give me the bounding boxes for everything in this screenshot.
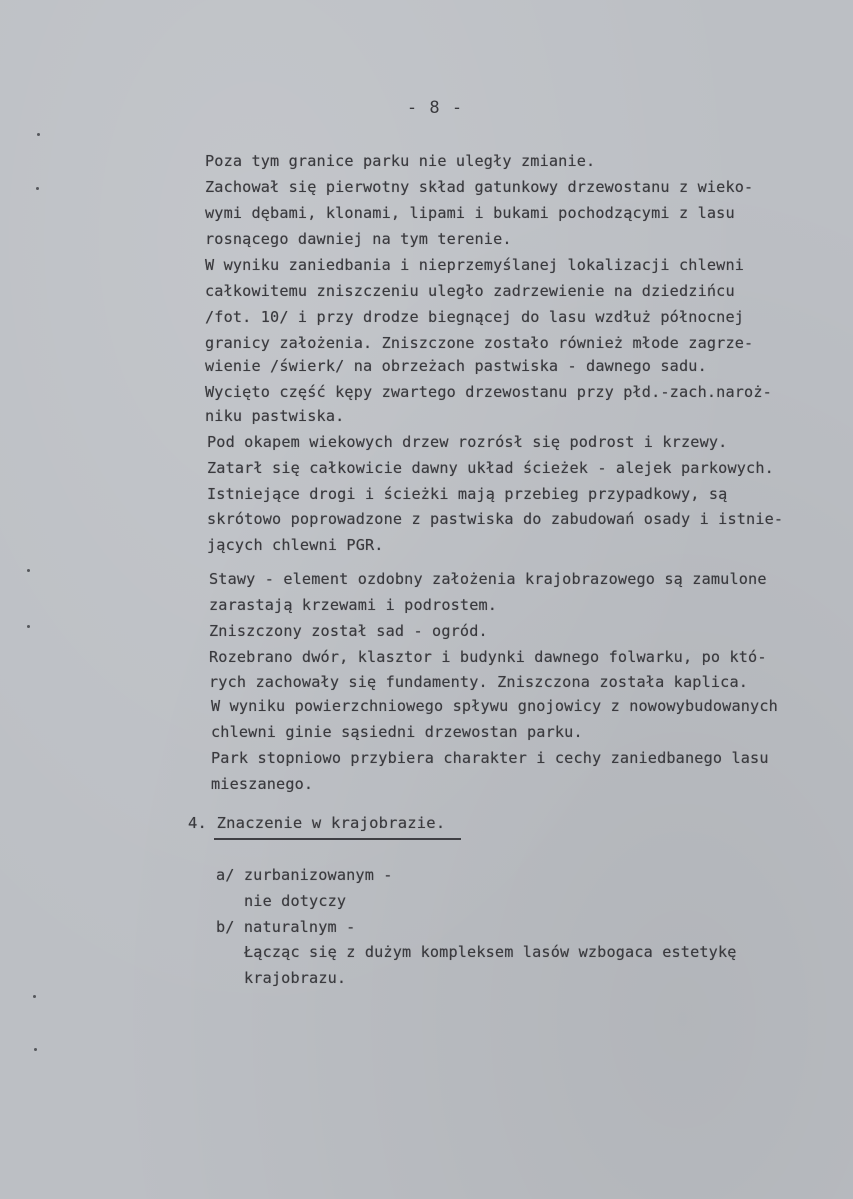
text-line: Zniszczony został sad - ogród. [209, 622, 488, 640]
paper-speck [37, 133, 40, 136]
text-line: chlewni ginie sąsiedni drzewostan parku. [211, 723, 583, 741]
text-line: niku pastwiska. [205, 407, 345, 425]
heading-underline [214, 838, 461, 840]
section-heading: 4. Znaczenie w krajobrazie. [188, 814, 446, 832]
list-item-label: b/ naturalnym - [216, 918, 356, 936]
page-number: - 8 - [406, 98, 464, 118]
text-line: jących chlewni PGR. [207, 536, 384, 554]
text-line: skrótowo poprowadzone z pastwiska do zabudowań osady i istnie- [207, 510, 784, 528]
text-line: W wyniku powierzchniowego spływu gnojowicy z nowowybudowanych [211, 697, 778, 715]
list-item-value: nie dotyczy [244, 892, 347, 910]
text-line: Zachował się pierwotny skład gatunkowy drzewostanu z wieko- [205, 178, 754, 196]
text-line: Park stopniowo przybiera charakter i cechy zaniedbanego lasu [211, 749, 769, 767]
text-line: /fot. 10/ i przy drodze biegnącej do lasu wzdłuż północnej [205, 308, 745, 326]
paper-speck [27, 569, 30, 572]
list-item-value: krajobrazu. [244, 969, 347, 987]
text-line: wienie /świerk/ na obrzeżach pastwiska - dawnego sadu. [205, 357, 707, 375]
text-line: mieszanego. [211, 775, 314, 793]
text-line: Zatarł się całkowicie dawny układ ścieżek - alejek parkowych. [207, 459, 774, 477]
list-item-label: a/ zurbanizowanym - [216, 866, 393, 884]
list-item-value: Łącząc się z dużym kompleksem lasów wzbogaca estetykę [244, 943, 737, 961]
text-line: Poza tym granice parku nie uległy zmianie. [205, 152, 596, 170]
text-line: Stawy - element ozdobny założenia krajobrazowego są zamulone [209, 570, 767, 588]
text-line: Rozebrano dwór, klasztor i budynki dawnego folwarku, po któ- [209, 648, 767, 666]
text-line: rosnącego dawniej na tym terenie. [205, 230, 512, 248]
paper-speck [33, 995, 36, 998]
paper-speck [27, 625, 30, 628]
text-line: całkowitemu zniszczeniu uległo zadrzewienie na dziedzińcu [205, 282, 735, 300]
text-line: wymi dębami, klonami, lipami i bukami pochodzącymi z lasu [205, 204, 735, 222]
paper-speck [34, 1048, 37, 1051]
text-line: W wyniku zaniedbania i nieprzemyślanej lokalizacji chlewni [205, 256, 745, 274]
text-line: granicy założenia. Zniszczone zostało również młode zagrze- [205, 334, 754, 352]
paper-speck [36, 187, 39, 190]
text-line: zarastają krzewami i podrostem. [209, 596, 498, 614]
text-line: rych zachowały się fundamenty. Zniszczona została kaplica. [209, 673, 749, 691]
text-line: Pod okapem wiekowych drzew rozrósł się podrost i krzewy. [207, 433, 728, 451]
text-line: Wycięto część kępy zwartego drzewostanu przy płd.-zach.naroż- [205, 383, 772, 401]
text-line: Istniejące drogi i ścieżki mają przebieg przypadkowy, są [207, 485, 728, 503]
